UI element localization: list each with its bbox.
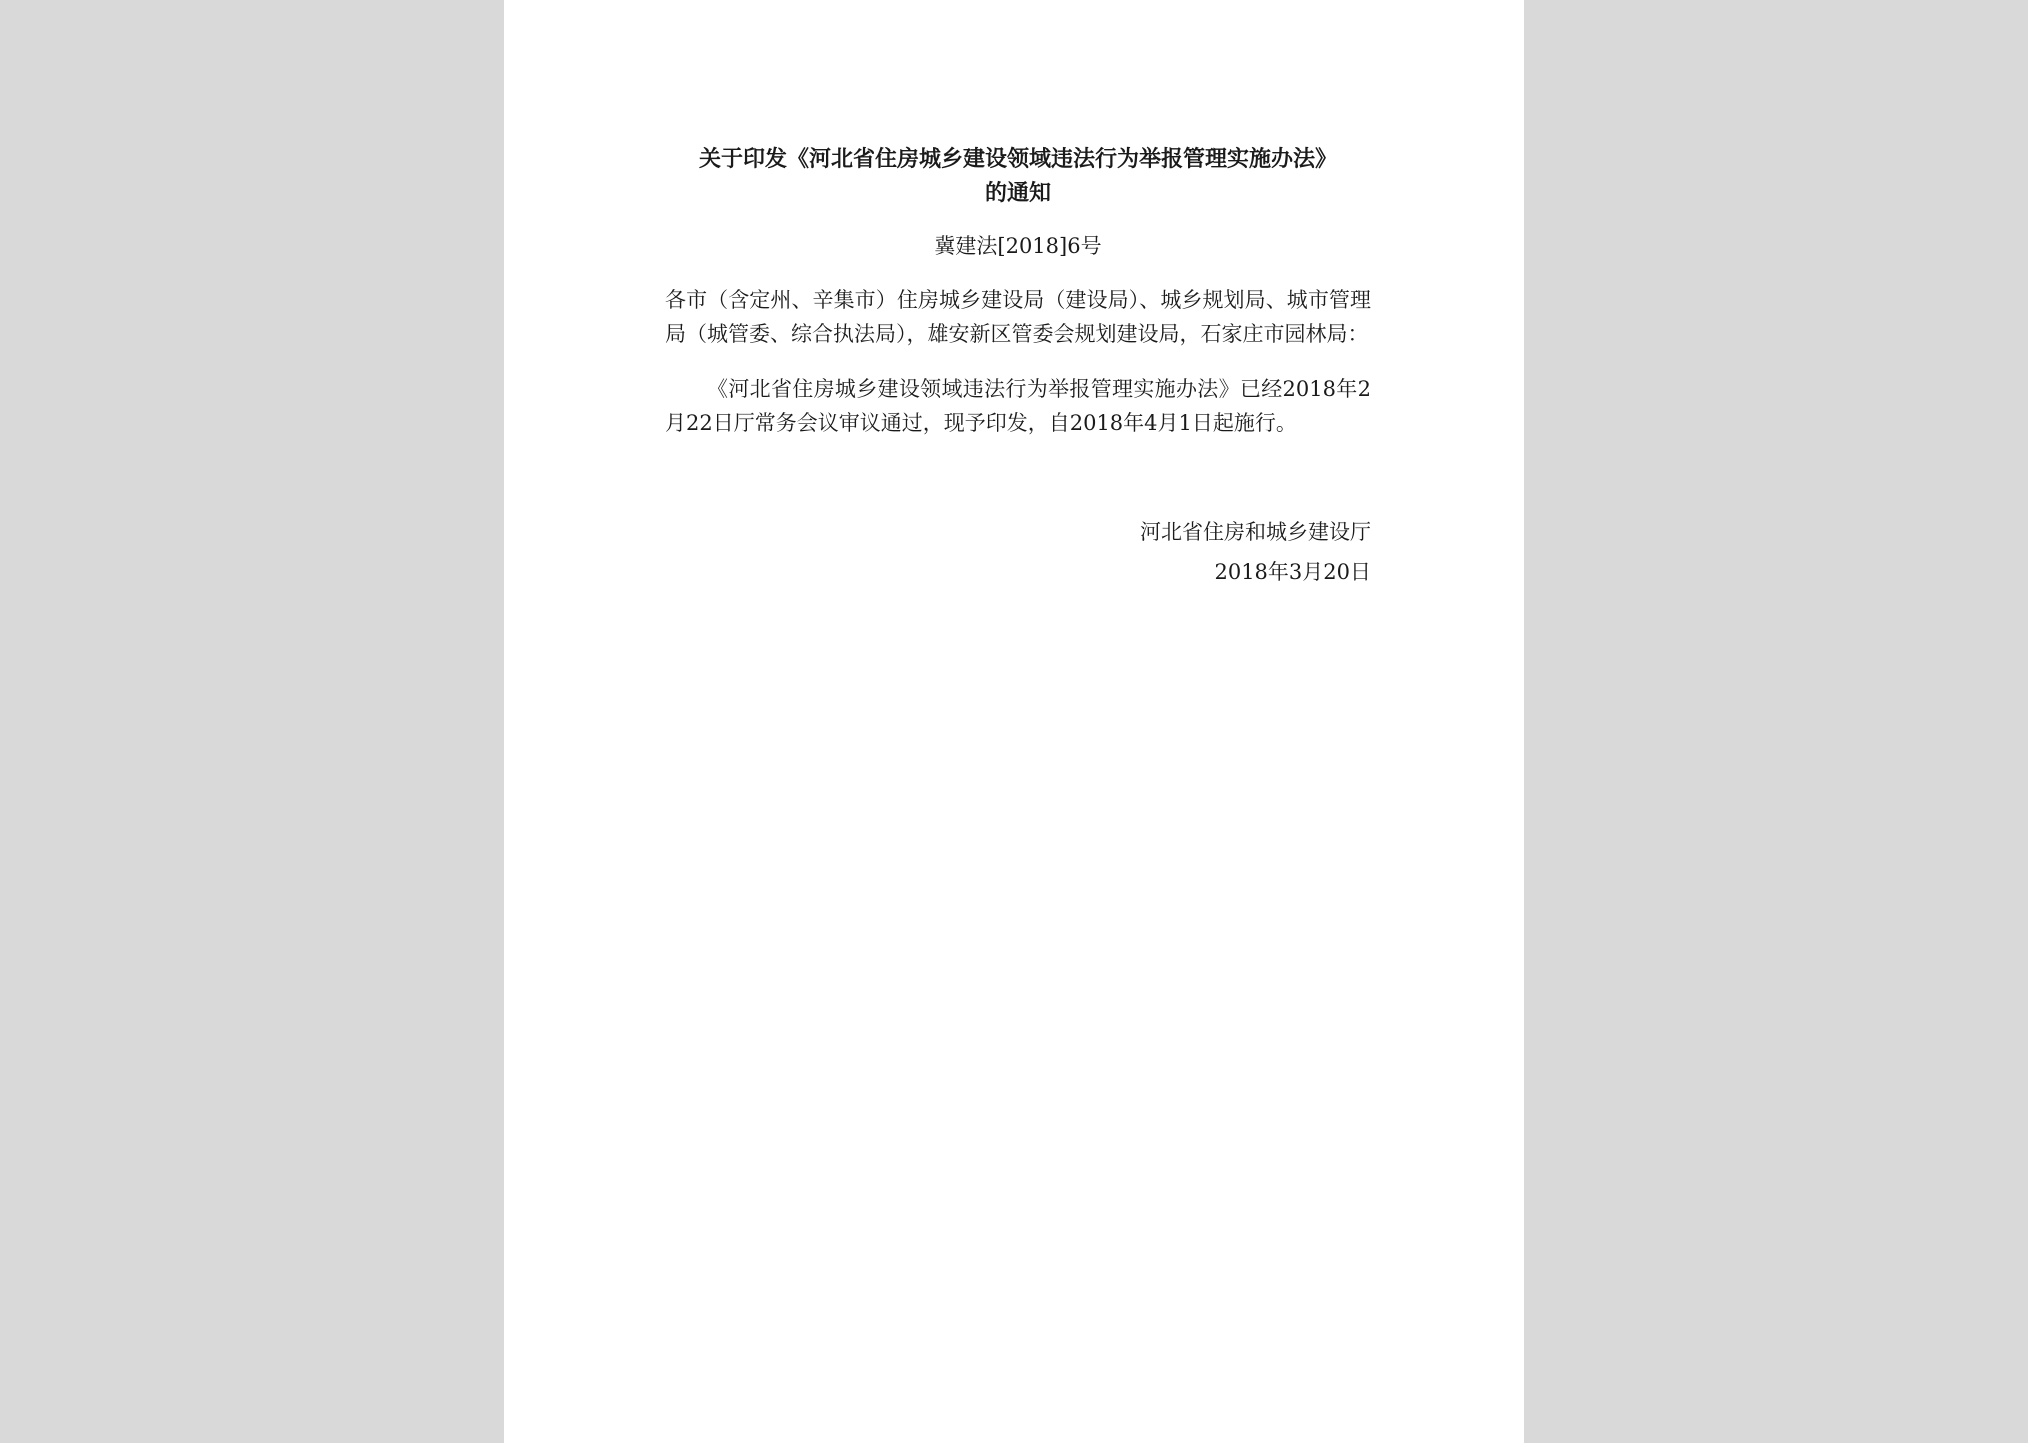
recipients-paragraph: 各市（含定州、辛集市）住房城乡建设局（建设局）、城乡规划局、城市管理局（城管委、综合执法局），雄安新区管委会规划建设局，石家庄市园林局： (665, 288, 1371, 346)
issuer-name: 河北省住房和城乡建设厅 (1140, 520, 1371, 544)
body-paragraph: 《河北省住房城乡建设领域违法行为举报管理实施办法》已经2018年2月22日厅常务会议审议通过，现予印发，自2018年4月1日起施行。 (665, 377, 1371, 435)
document-number: 冀建法[2018]6号 (934, 234, 1102, 258)
document-page (504, 0, 1524, 1443)
issue-date: 2018年3月20日 (1214, 560, 1371, 584)
title-line-1: 关于印发《河北省住房城乡建设领域违法行为举报管理实施办法》 (698, 147, 1337, 172)
document-title (665, 143, 1371, 211)
title-line-2: 的通知 (984, 181, 1051, 206)
document-content (665, 143, 1371, 592)
signature-block (665, 512, 1371, 592)
